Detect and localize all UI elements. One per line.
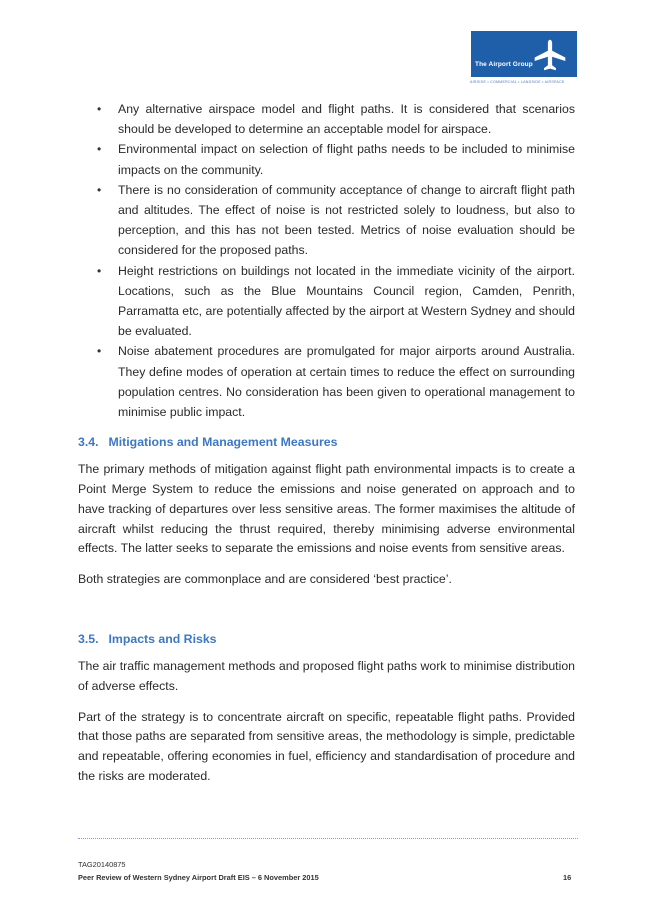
paragraph: The air traffic management methods and proposed flight paths work to minimise distribution of adverse effects. [78,659,575,693]
paragraph: Part of the strategy is to concentrate aircraft on specific, repeatable flight paths. Provided that those paths are separated from sensitive areas, the methodology is simple, predictable and repeatable, offering economies in fuel, efficiency and standardisation of procedure and the risks are moderated. [78,709,575,784]
section-number: 3.5. [78,632,99,647]
page-number: 16 [563,873,572,882]
list-item: • Height restrictions on buildings not located in the immediate vicinity of the airport. Locations, such as the Blue Mountains Council region, Camden, Penrith, Parramatta etc, are potentially affected by the airport at Western Sydney and should be evaluated. [78,261,575,342]
section-heading-mitigations [78,432,575,452]
section-heading-impacts [78,629,575,649]
list-item: • There is no consideration of community acceptance of change to aircraft flight path and altitudes. The effect of noise is not restricted solely to loudness, but also to perception, and this has not been tested. Metrics of noise evaluation should be considered for the proposed paths. [78,180,575,261]
requirements-list [78,99,575,422]
section-number: 3.4. [78,435,99,450]
section-title: Impacts and Risks [108,632,217,647]
airplane-icon [533,38,567,72]
section-title: Mitigations and Management Measures [108,435,338,450]
list-item: • Environmental impact on selection of flight paths needs to be included to minimise impacts on the community. [78,139,575,179]
logo-text: The Airport Group [475,61,533,68]
document-title: Peer Review of Western Sydney Airport Draft EIS – 6 November 2015 [78,873,319,882]
company-logo [471,31,577,77]
list-item: • Noise abatement procedures are promulgated for major airports around Australia. They define modes of operation at certain times to reduce the effect on surrounding population centres. No consideration has been given to operational management to minimise public impact. [78,341,575,422]
paragraph: The primary methods of mitigation against flight path environmental impacts is to create a Point Merge System to reduce the emissions and noise generated on approach and to have tracking of departures over less sensitive areas. The former maximises the altitude of aircraft whilst reducing the thrust required, thereby minimising adverse environmental effects. The latter seeks to separate the emissions and noise events from sensitive areas. [78,462,575,556]
page-content [78,99,575,787]
list-item: • Any alternative airspace model and flight paths. It is considered that scenarios should be developed to determine an acceptable model for airspace. [78,99,575,139]
footer-divider [78,838,578,839]
document-reference: TAG20140875 [78,860,126,869]
paragraph: Both strategies are commonplace and are considered ‘best practice’. [78,572,452,587]
logo-tagline: AIRSIDE • COMMERCIAL • LANDSIDE • AIRSPACE [470,80,565,84]
